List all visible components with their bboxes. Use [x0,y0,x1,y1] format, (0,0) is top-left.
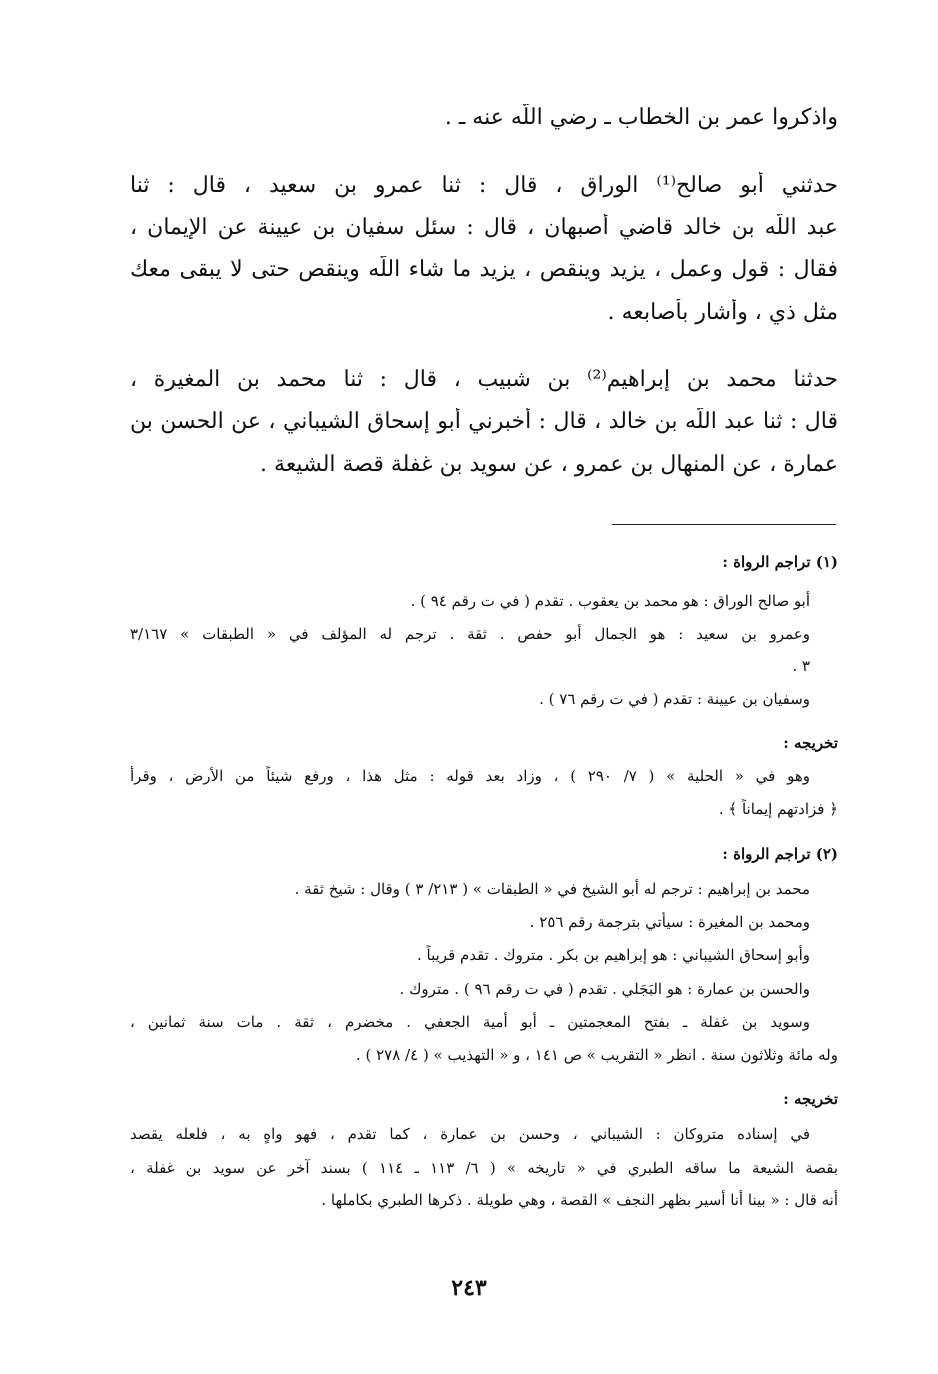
footnote-2-line: والحسن بن عمارة : هو البَجَلي . تقدم ( في ت رقم ٩٦ ) . متروك . [399,980,810,998]
footnote-1-heading: (١) تراجم الرواة : [722,553,838,571]
paragraph-2-line-1: حدثنا محمد بن إبراهيم⁽²⁾ بن شبيب ، قال : ثنا محمد بن المغيرة ، [130,367,838,392]
intro-line: واذكروا عمر بن الخطاب ـ رضي اللّه عنه ـ . [444,105,838,130]
footnote-2-heading: (٢) تراجم الرواة : [722,845,838,863]
footnote-1-takhrij-line: ﴿ فزادتهم إيماناً ﴾ . [718,800,838,818]
footnote-2-takhrij-heading: تخريجه : [783,1090,838,1108]
footnote-2-line: محمد بن إبراهيم : ترجم له أبو الشيخ في « الطبقات » ( ٢١٣/ ٣ ) وقال : شيخ ثقة . [294,880,810,898]
footnote-2-takhrij-line: أنه قال : « بينا أنا أسير بظهر النجف » القصة ، وهي طويلة . ذكرها الطبري بكاملها . [321,1191,838,1209]
footnote-1-takhrij-line: وهو في « الحلية » ( ٧/ ٢٩٠ ) ، وزاد بعد قوله : مثل هذا ، ورفع شيئاً من الأرض ، وقرأ [130,767,810,785]
footnote-2-takhrij-line: بقصة الشيعة ما ساقه الطبري في « تاريخه » ( ٦/ ١١٣ ـ ١١٤ ) بسند آخر عن سويد بن غفلة ، [130,1159,838,1177]
footnote-2-line: وأبو إسحاق الشيباني : هو إبراهيم بن بكر . متروك . تقدم قريباً . [416,946,810,964]
footnote-1-line: ٣ . [792,657,810,675]
page-number: ٢٤٣ [451,1275,487,1301]
footnote-2-line: وله مائة وثلاثون سنة . انظر « التقريب » ص ١٤١ ، و « التهذيب » ( ٤/ ٢٧٨ ) . [355,1046,838,1064]
footnote-1-line: وعمرو بن سعيد : هو الجمال أبو حفص . ثقة . ترجم له المؤلف في « الطبقات » ٣/١٦٧ [130,625,810,643]
paragraph-1-line-1: حدثني أبو صالح⁽¹⁾ الوراق ، قال : ثنا عمرو بن سعيد ، قال : ثنا [130,173,838,198]
footnote-1-line: وسفيان بن عيينة : تقدم ( في ت رقم ٧٦ ) . [539,690,810,708]
footnote-2-line: ومحمد بن المغيرة : سيأتي بترجمة رقم ٢٥٦ . [529,913,810,931]
paragraph-1-line-2: عبد اللّه بن خالد قاضي أصبهان ، قال : سئل سفيان بن عيينة عن الإيمان ، [130,215,838,240]
paragraph-2-line-3: عمارة ، عن المنهال بن عمرو ، عن سويد بن غفلة قصة الشيعة . [260,452,838,477]
footnote-2-takhrij-line: في إسناده متروكان : الشيباني ، وحسن بن عمارة ، كما تقدم ، فهو واهٍ به ، فلعله يقصد [130,1125,810,1143]
footnote-separator [612,524,836,525]
footnote-1-takhrij-heading: تخريجه : [783,734,838,752]
paragraph-1-line-3: فقال : قول وعمل ، يزيد وينقص ، يزيد ما شاء اللّه وينقص حتى لا يبقى معك [130,257,838,282]
footnote-1-line: أبو صالح الوراق : هو محمد بن يعقوب . تقدم ( في ت رقم ٩٤ ) . [410,592,810,610]
paragraph-1-line-4: مثل ذي ، وأشار بأصابعه . [607,300,838,325]
paragraph-2-line-2: قال : ثنا عبد اللّه بن خالد ، قال : أخبرني أبو إسحاق الشيباني ، عن الحسن بن [130,409,838,434]
footnote-2-line: وسويد بن غفلة ـ بفتح المعجمتين ـ أبو أمية الجعفي . مخضرم ، ثقة . مات سنة ثمانين ، [130,1013,810,1031]
